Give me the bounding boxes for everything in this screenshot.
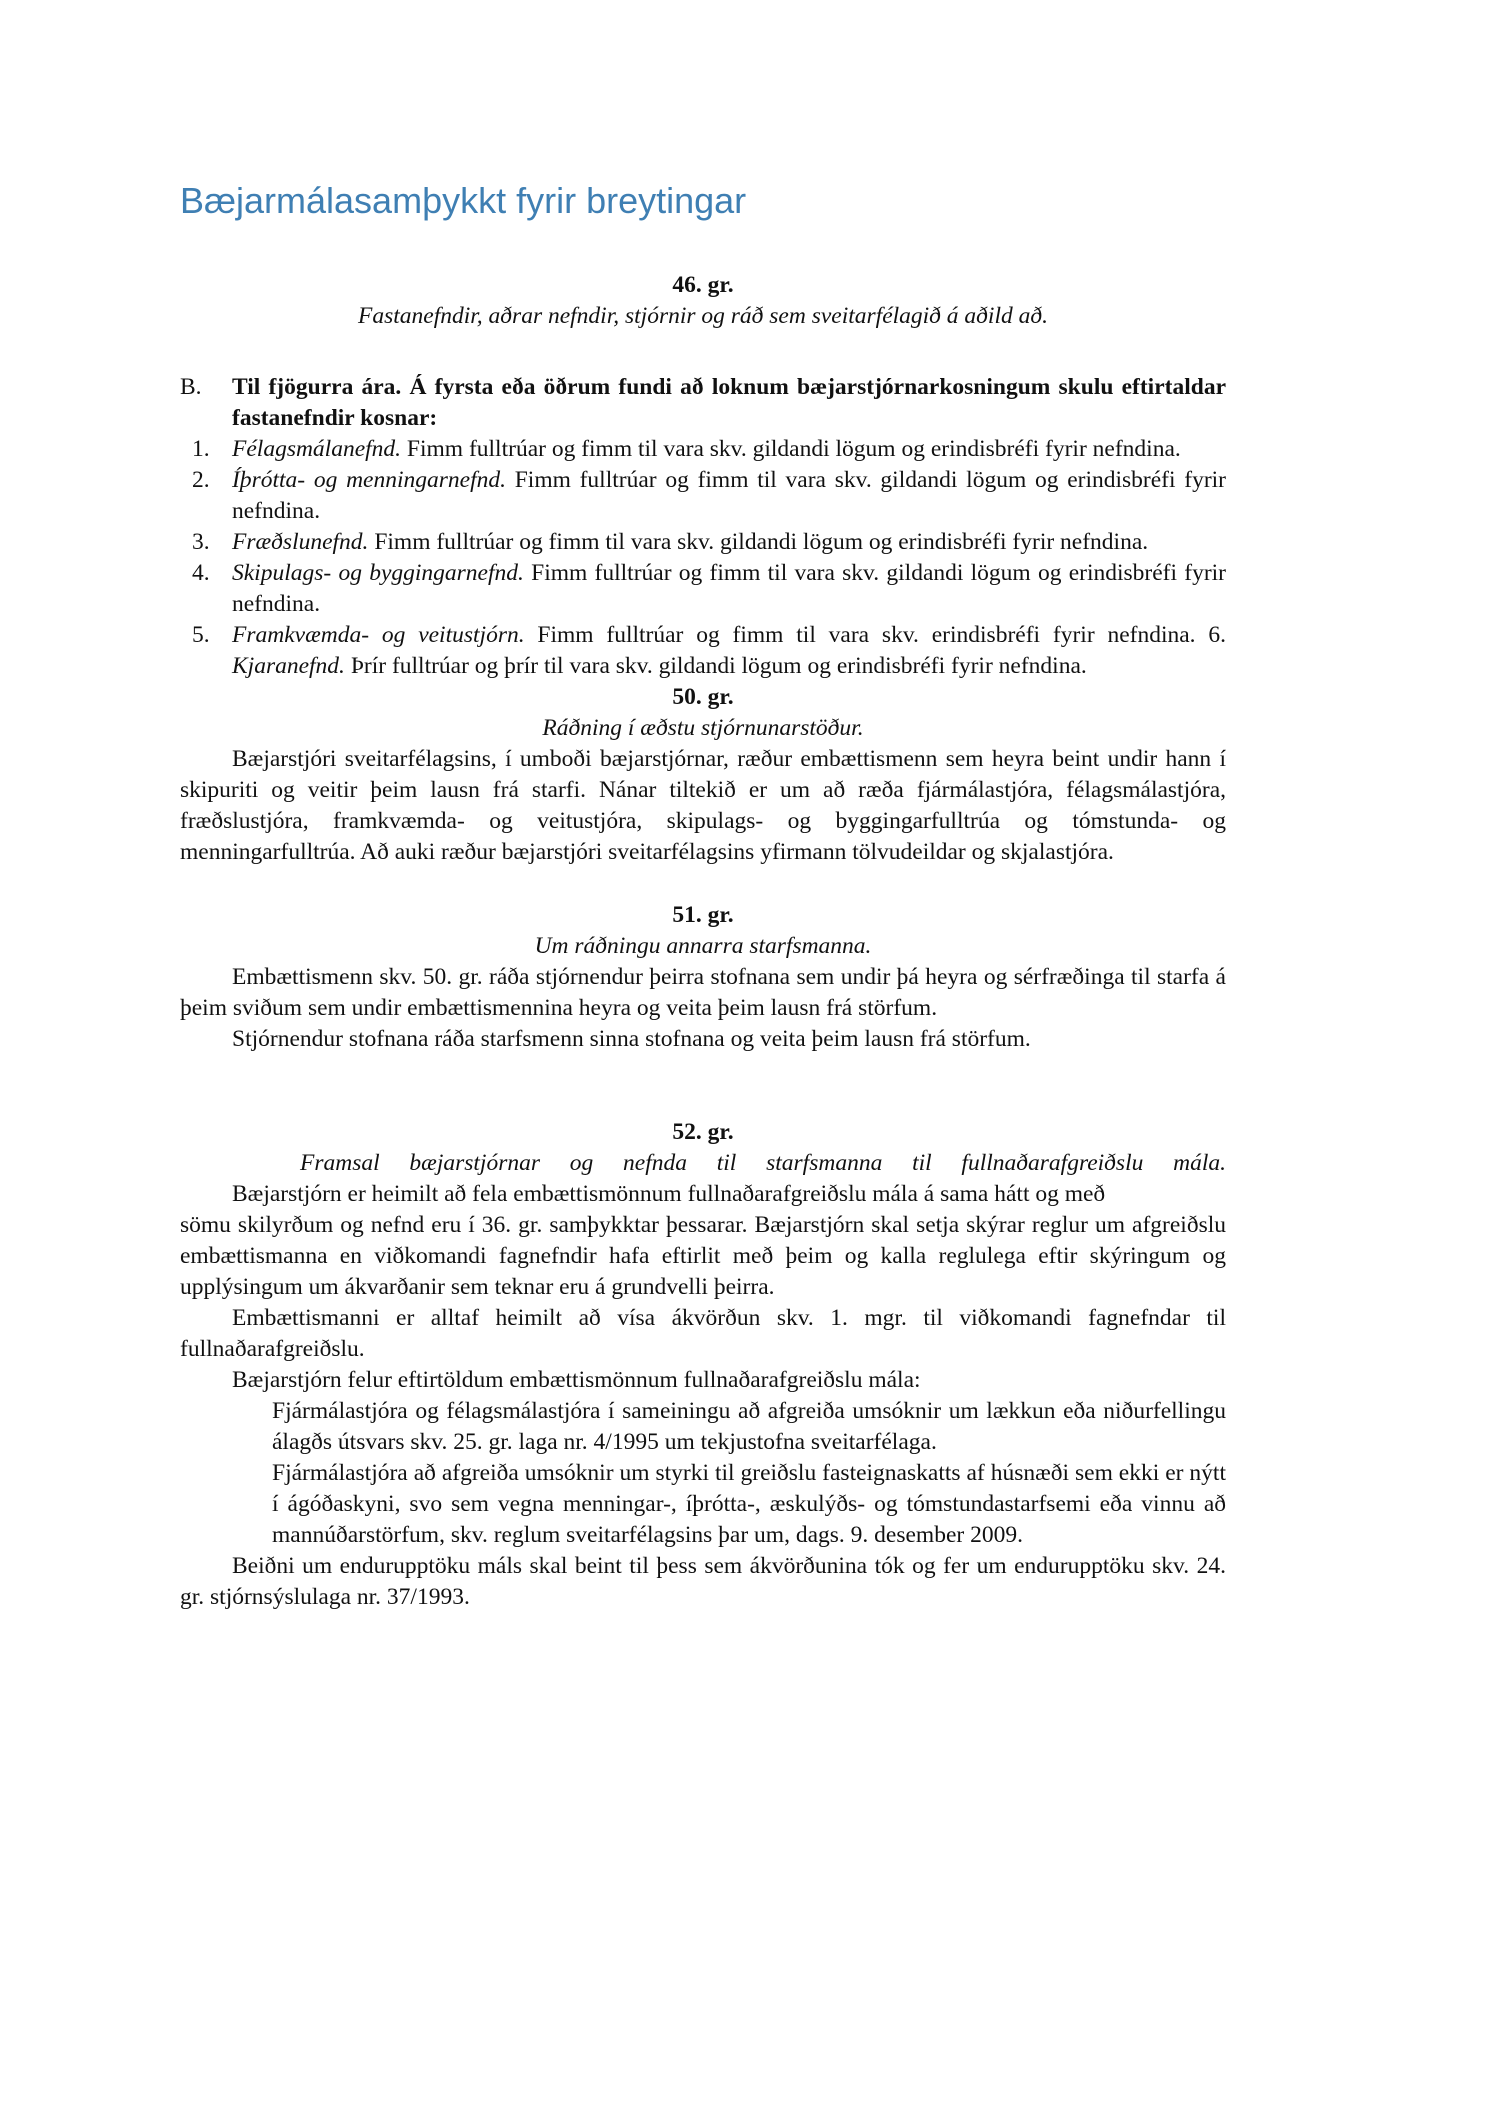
committee-text: Fimm fulltrúar og fimm til vara skv. gildandi lögum og erindisbréfi fyrir nefndina. [232,467,1227,524]
committee-text: Fimm fulltrúar og fimm til vara skv. gildandi lögum og erindisbréfi fyrir nefndina. [232,560,1227,617]
committee-name-2: Kjaranefnd. [232,653,345,679]
list-item [180,465,1226,527]
article-50-subtitle: Ráðning í æðstu stjórnunarstöður. [542,715,864,741]
article-52-paragraph-1b: sömu skilyrðum og nefnd eru í 36. gr. samþykktar þessarar. Bæjarstjórn skal setja skýrar reglur um afgreiðslu embættismanna en viðkomandi fagnefndir hafa eftirlit með þeim og kalla reglulega eftir skýringum og upplýsingum um ákvarðanir sem teknar eru á grundvelli þeirra. [180,1212,1226,1300]
document-title: Bæjarmálasamþykkt fyrir breytingar [180,180,747,221]
article-52-paragraph-2: Embættismanni er alltaf heimilt að vísa ákvörðun skv. 1. mgr. til viðkomandi fagnefndar til fullnaðarafgreiðslu. [180,1305,1226,1362]
committee-name: Félagsmálanefnd. [232,436,402,462]
article-50-heading: 50. gr. [672,684,734,710]
list-item-number: 5. [192,622,210,648]
committee-name: Framkvæmda- og veitustjórn. [232,622,525,648]
list-item-number: 4. [192,560,210,586]
committee-text: Fimm fulltrúar og fimm til vara skv. gildandi lögum og erindisbréfi fyrir nefndina. [368,529,1149,555]
article-52-paragraph-4: Beiðni um endurupptöku máls skal beint til þess sem ákvörðunina tók og fer um endurupptöku skv. 24. gr. stjórnsýslulaga nr. 37/1993. [180,1553,1226,1610]
article-52-item-2: Fjármálastjóra að afgreiða umsóknir um styrki til greiðslu fasteignaskatts af húsnæði sem ekki er nýtt í ágóðaskyni, svo sem vegna menningar-, íþrótta-, æskulýðs- og tómstundastarfsemi eða vinnu að mannúðarstörfum, skv. reglum sveitarfélagsins þar um, dags. 9. desember 2009. [272,1460,1226,1548]
list-item-number: 3. [192,529,210,555]
list-item [180,434,1226,465]
article-46-subtitle: Fastanefndir, aðrar nefndir, stjórnir og ráð sem sveitarfélagið á aðild að. [357,303,1048,329]
article-51-heading: 51. gr. [672,902,734,928]
article-46-heading: 46. gr. [672,272,734,298]
document-body [180,270,1226,1613]
section-b-letter: B. [180,374,202,400]
article-51-subtitle: Um ráðningu annarra starfsmanna. [534,933,872,959]
section-b [180,372,1226,434]
committee-name: Íþrótta- og menningarnefnd. [232,467,506,493]
list-item-number: 1. [192,436,210,462]
article-50-paragraph: Bæjarstjóri sveitarfélagsins, í umboði bæjarstjórnar, ræður embættismenn sem heyra beint undir hann í skipuriti og veitir þeim lausn frá starfi. Nánar tiltekið er um að ræða fjármálastjóra, félagsmálastjóra, fræðslustjóra, framkvæmda- og veitustjóra, skipulags- og byggingarfulltrúa og tómstunda- og menningarfulltrúa. Að auki ræður bæjarstjóri sveitarfélagsins yfirmann tölvudeildar og skjalastjóra. [180,746,1226,865]
article-52-item-1: Fjármálastjóra og félagsmálastjóra í sameiningu að afgreiða umsóknir um lækkun eða niðurfellingu álagðs útsvars skv. 25. gr. laga nr. 4/1995 um tekjustofna sveitarfélaga. [272,1398,1226,1455]
article-51-paragraph-1: Embættismenn skv. 50. gr. ráða stjórnendur þeirra stofnana sem undir þá heyra og sérfræðinga til starfa á þeim sviðum sem undir embættismennina heyra og veita þeim lausn frá störfum. [180,964,1226,1021]
list-item [180,558,1226,620]
section-b-text: Til fjögurra ára. Á fyrsta eða öðrum fundi að loknum bæjarstjórnarkosningum skulu eftirtaldar fastanefndir kosnar: [232,374,1226,431]
article-52-paragraph-1a: Bæjarstjórn er heimilt að fela embættismönnum fullnaðarafgreiðslu mála á sama hátt og með [232,1181,1106,1207]
committee-list [180,434,1226,682]
article-51-paragraph-2: Stjórnendur stofnana ráða starfsmenn sinna stofnana og veita þeim lausn frá störfum. [232,1026,1031,1052]
article-52-paragraph-3: Bæjarstjórn felur eftirtöldum embættismönnum fullnaðarafgreiðslu mála: [232,1367,921,1393]
article-52-heading: 52. gr. [672,1119,734,1145]
committee-text-2: Þrír fulltrúar og þrír til vara skv. gildandi lögum og erindisbréfi fyrir nefndina. [344,653,1087,679]
list-item-number: 2. [192,467,210,493]
committee-text: Fimm fulltrúar og fimm til vara skv. gildandi lögum og erindisbréfi fyrir nefndina. [401,436,1181,462]
article-52-subtitle: Framsal bæjarstjórnar og nefnda til starfsmanna til fullnaðarafgreiðslu mála. [300,1150,1226,1176]
committee-text: Fimm fulltrúar og fimm til vara skv. erindisbréfi fyrir nefndina. 6. [524,622,1226,648]
list-item [180,527,1226,558]
committee-name: Fræðslunefnd. [232,529,369,555]
list-item [180,620,1226,682]
committee-name: Skipulags- og byggingarnefnd. [232,560,524,586]
